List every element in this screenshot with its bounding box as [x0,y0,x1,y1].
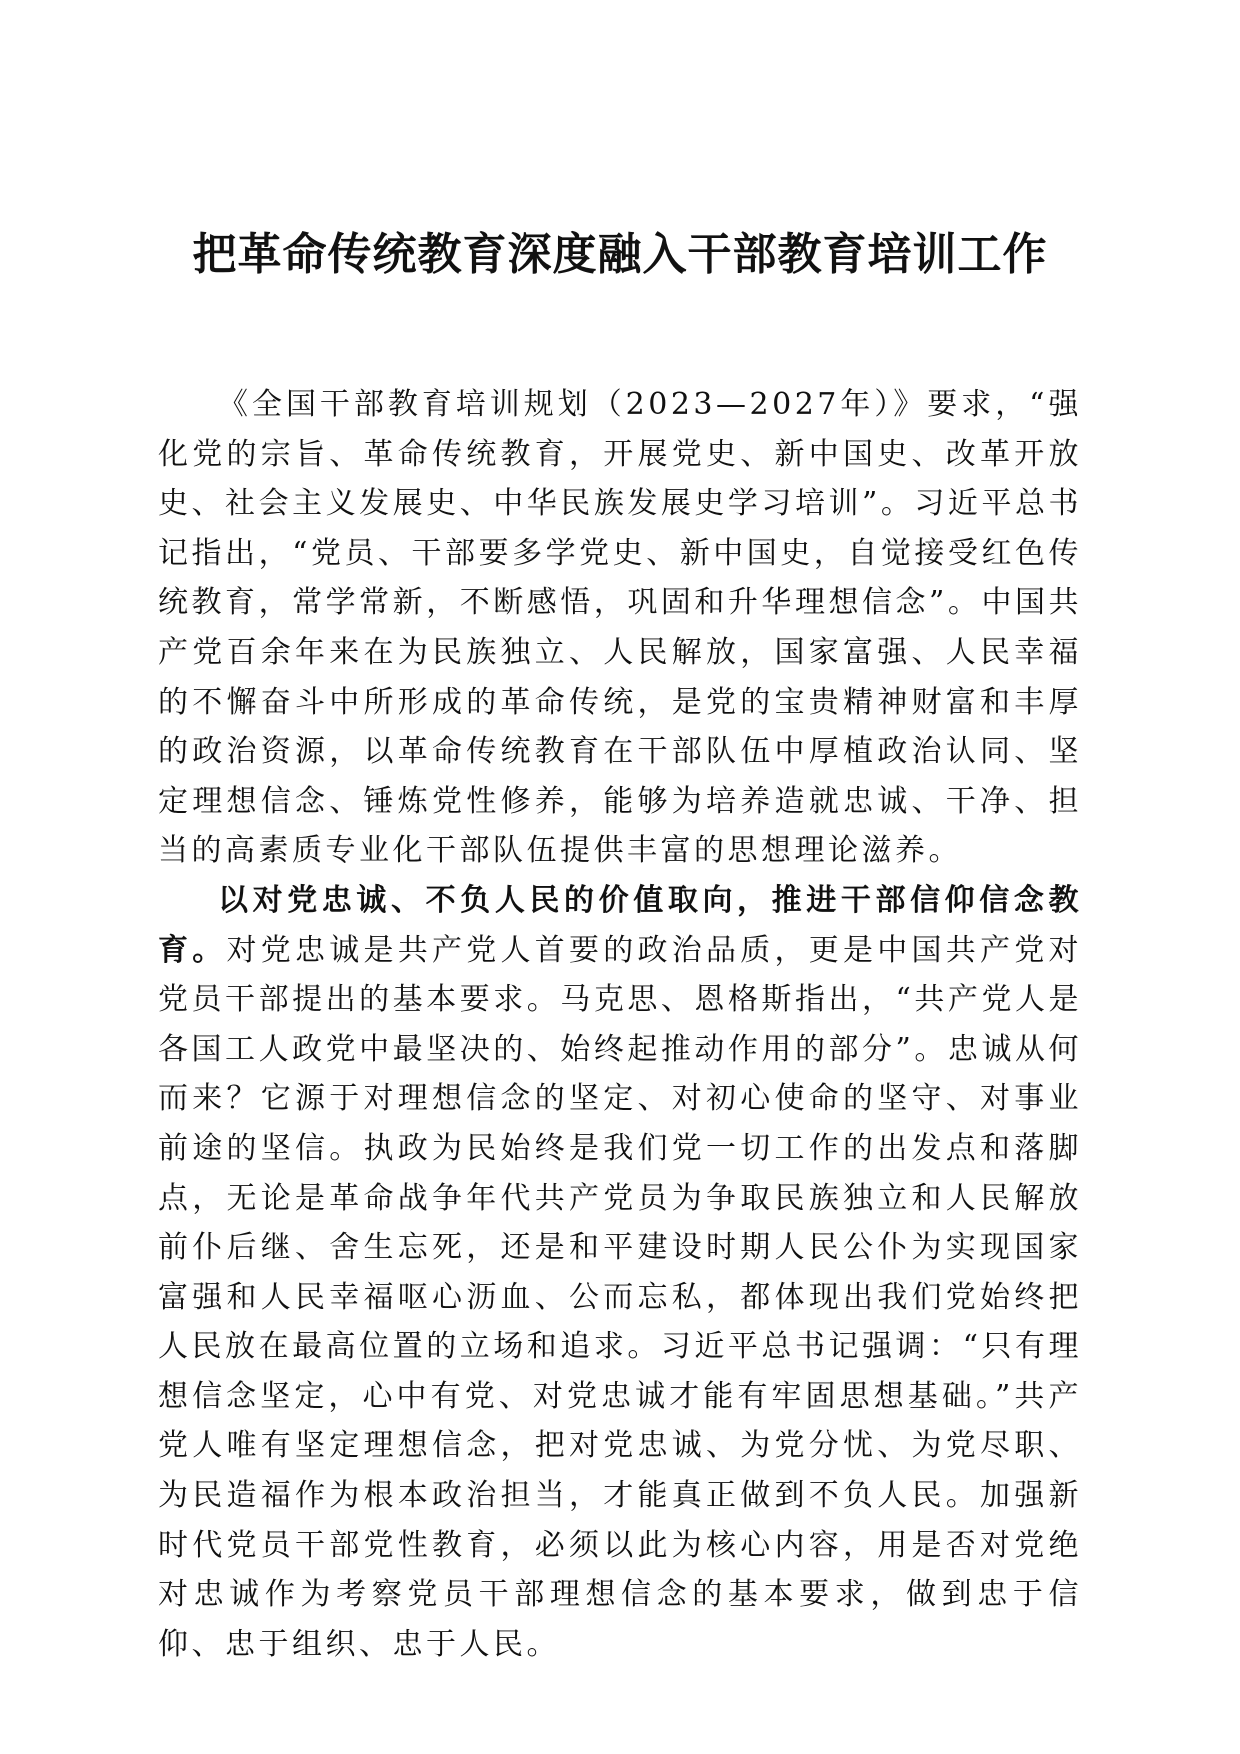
paragraph-intro [158,380,1082,876]
paragraph-lead: 以对党忠诚、不负人民的价值取向，推进干部信仰信念教育。 [158,882,1082,968]
document-body [158,380,1082,1669]
document-title: 把革命传统教育深度融入干部教育培训工作 [192,229,1048,280]
paragraph-text: 对党忠诚是共产党人首要的政治品质，更是中国共产党对党员干部提出的基本要求。马克思、恩格斯指出，“共产党人是各国工人政党中最坚决的、始终起推动作用的部分”。忠诚从何而来？它源于对理想信念的坚定、对初心使命的坚守、对事业前途的坚信。执政为民始终是我们党一切工作的出发点和落脚点，无论是革命战争年代共产党员为争取民族独立和人民解放前仆后继、舍生忘死，还是和平建设时期人民公仆为实现国家富强和人民幸福呕心沥血、公而忘私，都体现出我们党始终把人民放在最高位置的立场和追求。习近平总书记强调：“只有理想信念坚定，心中有党、对党忠诚才能有牢固思想基础。”共产党人唯有坚定理想信念，把对党忠诚、为党分忧、为党尽职、为民造福作为根本政治担当，才能真正做到不负人民。加强新时代党员干部党性教育，必须以此为核心内容，用是否对党绝对忠诚作为考察党员干部理想信念的基本要求，做到忠于信仰、忠于组织、忠于人民。 [158,932,1082,1662]
paragraph-text: 《全国干部教育培训规划（2023—2027年）》要求，“强化党的宗旨、革命传统教育，开展党史、新中国史、改革开放史、社会主义发展史、中华民族发展史学习培训”。习近平总书记指出，“党员、干部要多学党史、新中国史，自觉接受红色传统教育，常学常新，不断感悟，巩固和升华理想信念”。中国共产党百余年来在为民族独立、人民解放，国家富强、人民幸福的不懈奋斗中所形成的革命传统，是党的宝贵精神财富和丰厚的政治资源，以革命传统教育在干部队伍中厚植政治认同、坚定理想信念、锤炼党性修养，能够为培养造就忠诚、干净、担当的高素质专业化干部队伍提供丰富的思想理论滋养。 [158,387,1082,869]
paragraph-section-1 [158,876,1082,1670]
